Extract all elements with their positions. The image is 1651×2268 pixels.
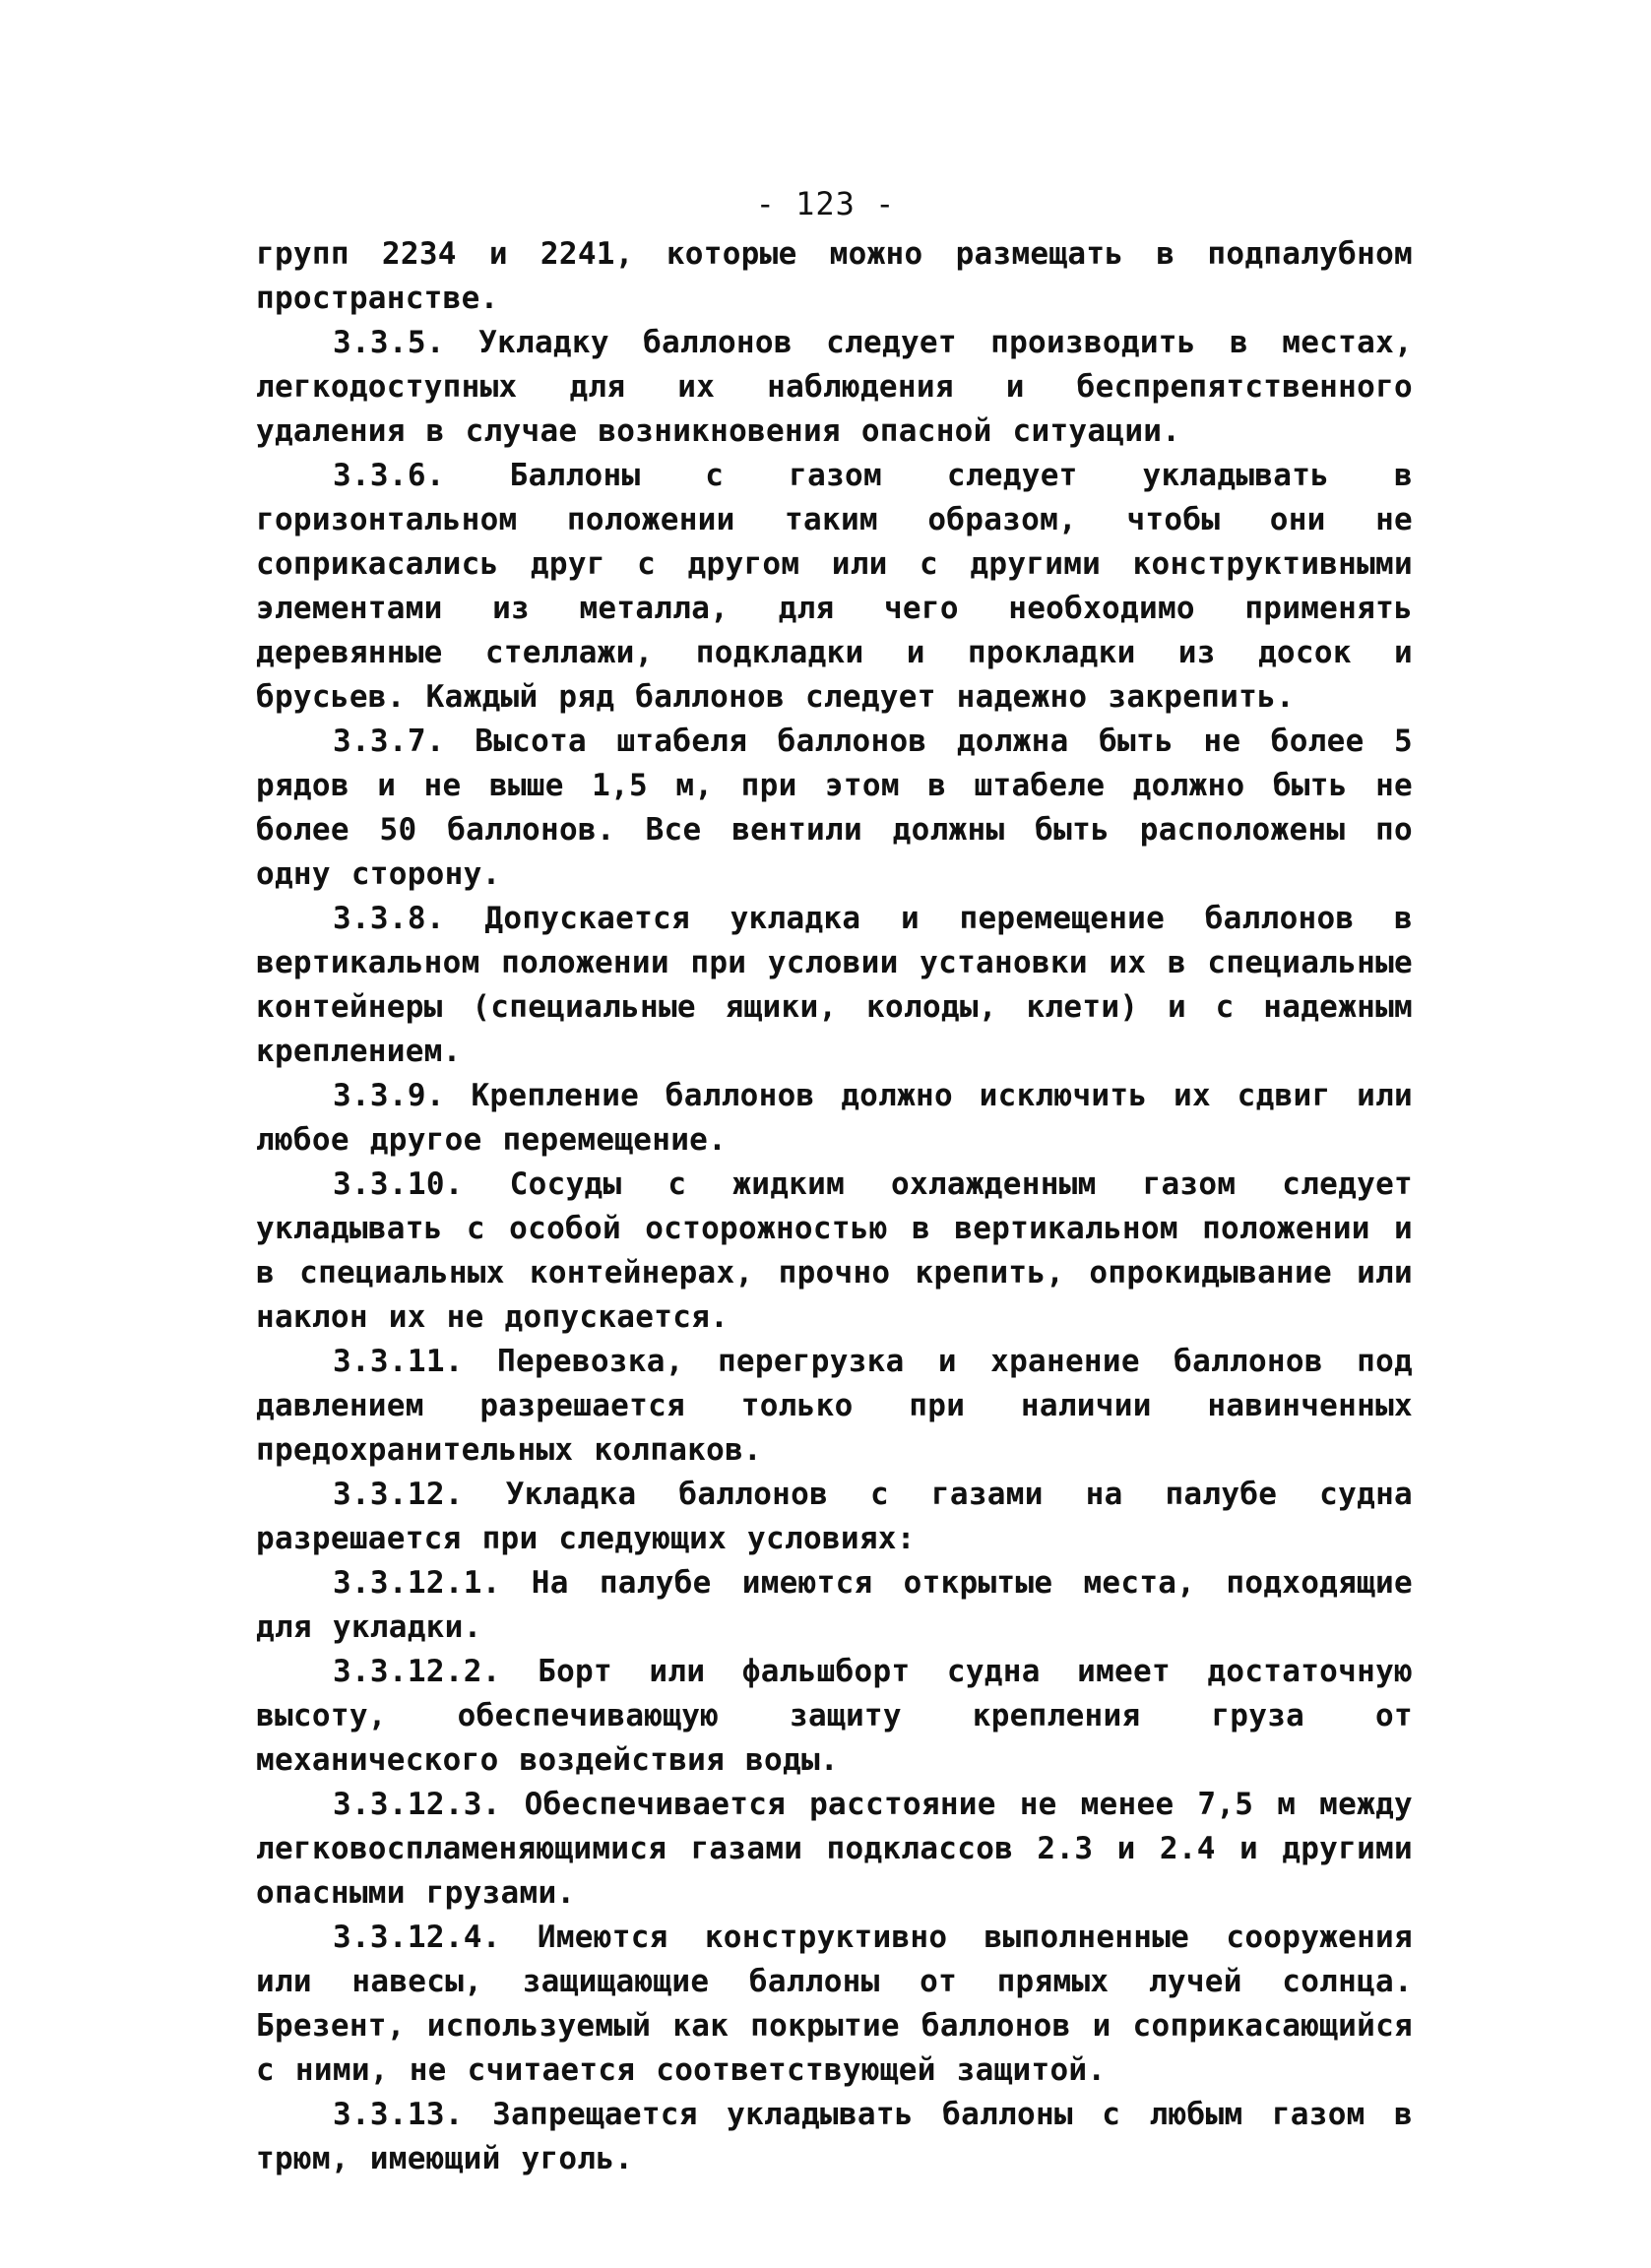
paragraph-continuation: групп 2234 и 2241, которые можно размещать в подпалубном пространстве.: [256, 236, 1413, 316]
paragraph-3-3-5: 3.3.5. Укладку баллонов следует производить в местах, легкодоступных для их наблюдения и беспрепятственного удаления в случае возникновения опасной ситуации.: [256, 325, 1413, 449]
page-number: - 123 -: [755, 185, 896, 222]
body-text: [256, 232, 1413, 2181]
paragraph-3-3-6: 3.3.6. Баллоны с газом следует укладывать в горизонтальном положении таким образом, чтобы они не соприкасались друг с другом или с другими конструктивными элементами из металла, для чего необходимо применять деревянные стеллажи, подкладки и прокладки из досок и брусьев. Каждый ряд баллонов следует надежно закрепить.: [256, 458, 1413, 715]
paragraph-3-3-9: 3.3.9. Крепление баллонов должно исключить их сдвиг или любое другое перемещение.: [256, 1078, 1413, 1158]
paragraph-3-3-12: 3.3.12. Укладка баллонов с газами на палубе судна разрешается при следующих условиях:: [256, 1477, 1413, 1556]
paragraph-3-3-12-1: 3.3.12.1. На палубе имеются открытые места, подходящие для укладки.: [256, 1565, 1413, 1645]
paragraph-3-3-7: 3.3.7. Высота штабеля баллонов должна быть не более 5 рядов и не выше 1,5 м, при этом в штабеле должно быть не более 50 баллонов. Все вентили должны быть расположены по одну сторону.: [256, 724, 1413, 892]
paragraph-3-3-10: 3.3.10. Сосуды с жидким охлажденным газом следует укладывать с особой осторожностью в вертикальном положении и в специальных контейнерах, прочно крепить, опрокидывание или наклон их не допускается.: [256, 1166, 1413, 1335]
paragraph-3-3-12-2: 3.3.12.2. Борт или фальшборт судна имеет достаточную высоту, обеспечивающую защиту крепления груза от механического воздействия воды.: [256, 1654, 1413, 1778]
paragraph-3-3-13: 3.3.13. Запрещается укладывать баллоны с любым газом в трюм, имеющий уголь.: [256, 2097, 1413, 2176]
paragraph-3-3-8: 3.3.8. Допускается укладка и перемещение баллонов в вертикальном положении при условии установки их в специальные контейнеры (специальные ящики, колоды, клети) и с надежным креплением.: [256, 901, 1413, 1069]
paragraph-3-3-11: 3.3.11. Перевозка, перегрузка и хранение баллонов под давлением разрешается только при наличии навинченных предохранительных колпаков.: [256, 1344, 1413, 1468]
paragraph-3-3-12-3: 3.3.12.3. Обеспечивается расстояние не менее 7,5 м между легковоспламеняющимися газами подклассов 2.3 и 2.4 и другими опасными грузами.: [256, 1787, 1413, 1911]
paragraph-3-3-12-4: 3.3.12.4. Имеются конструктивно выполненные сооружения или навесы, защищающие баллоны от прямых лучей солнца. Брезент, используемый как покрытие баллонов и соприкасающийся с ними, не считается соответствующей защитой.: [256, 1920, 1413, 2088]
